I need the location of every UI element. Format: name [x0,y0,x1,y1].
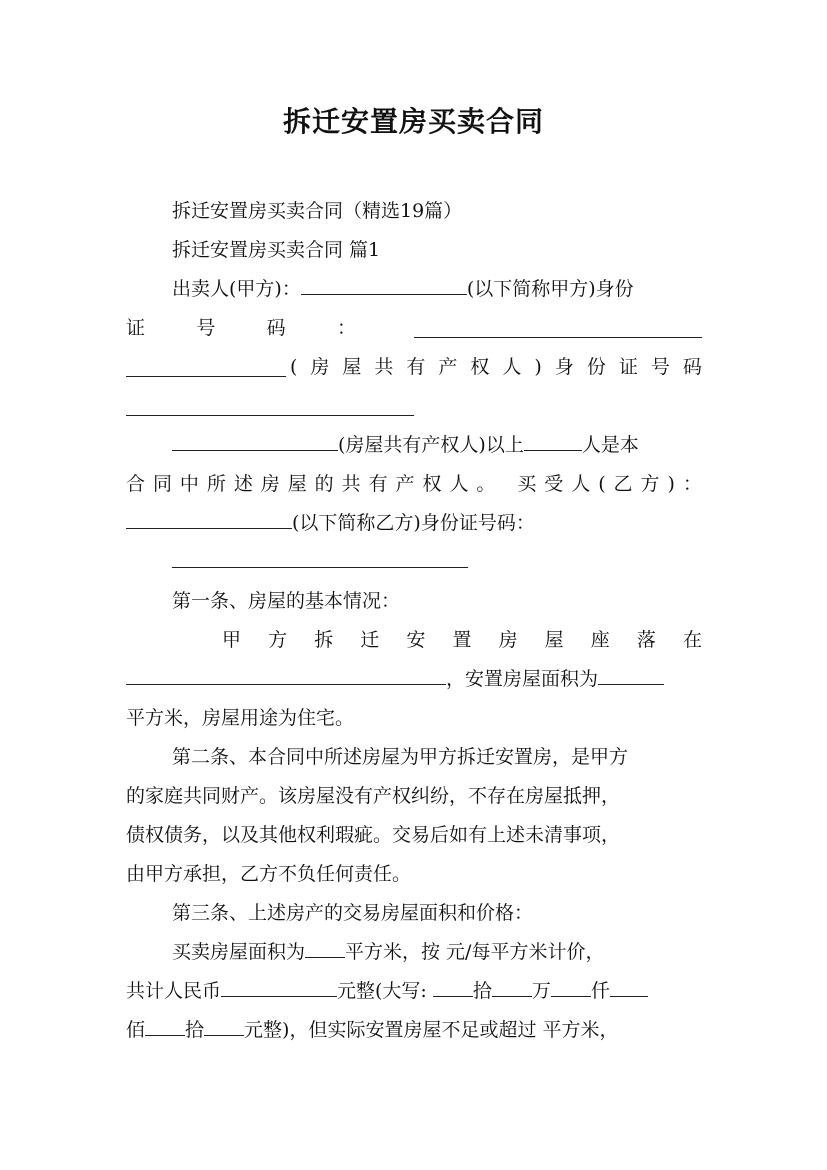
buyer-name-blank [126,510,292,529]
joint-owner-char: 所 [206,473,226,495]
location-blank [126,666,446,685]
seller-suffix: (以下简称甲方)身份 [466,278,634,300]
article1-location-text [222,627,702,653]
article1-location-char: 方 [268,629,288,651]
article1-location-char: 房 [498,629,518,651]
trade-area-label: 买卖房屋面积为 [172,941,306,963]
coowner-label-char: 共 [374,356,394,378]
article1-line2 [126,666,702,692]
document-subtitle: 拆迁安置房买卖合同（精选19篇） [172,200,463,222]
article3-line2 [126,978,702,1004]
coowner-label-char: ( [290,356,298,378]
id-label-char: 证 [126,317,146,339]
unit-wan: 万 [531,980,551,1002]
unit-shi-2: 拾 [185,1019,205,1041]
article3-line3 [126,1017,702,1043]
joint-owner-char: ( [598,473,606,495]
joint-owner-char: ： [682,473,702,495]
id-label-char: 码 [266,317,286,339]
buyer-id-blank [172,549,468,568]
joint-owner-char: 受 [544,473,564,495]
coowner2-text: (房屋共有产权人)以上 [338,434,524,456]
coowner-label-char: 份 [586,356,606,378]
coowner-count-blank [524,432,582,451]
total-amount-blank [221,978,337,997]
shi-wan-blank [433,978,473,997]
qian-blank [551,978,591,997]
article2-line3: 债权债务，以及其他权利瑕疵。交易后如有上述未清事项， [126,824,621,846]
trade-area-blank [305,939,345,958]
document-title: 拆迁安置房买卖合同 [282,105,544,138]
joint-owner-char: 的 [314,473,334,495]
article1-location-char: 拆 [314,629,334,651]
bai-blank [610,978,648,997]
article1-title: 第一条、房屋的基本情况： [172,590,401,612]
buyer-id-blank-line [172,549,702,575]
article1-location-char: 在 [682,629,702,651]
article1-location-char: 甲 [222,629,242,651]
coowner-label-char: 号 [650,356,670,378]
unit-shi: 拾 [472,980,492,1002]
seller-line [172,276,702,302]
joint-owner-char: 述 [233,473,253,495]
coowner-label-char: 人 [502,356,522,378]
unit-qian: 仟 [590,980,610,1002]
joint-owner-char: 有 [368,473,388,495]
coowner-label-char: ) [534,356,542,378]
coowner2-suffix: 人是本 [581,434,639,456]
article3-title: 第三条、上述房产的交易房屋面积和价格： [172,902,534,924]
article1-line3: 平方米，房屋用途为住宅。 [126,707,355,729]
joint-owner-char: 乙 [613,473,633,495]
joint-owner-char: 权 [422,473,442,495]
joint-owner-char: 房 [260,473,280,495]
area-variance-text: 元整)，但实际安置房屋不足或超过 平方米， [244,1019,619,1041]
coowner-label [290,354,702,380]
coowner-label-char: 产 [438,356,458,378]
article1-location-char: 落 [636,629,656,651]
joint-owner-char: 同 [152,473,172,495]
id-label-char: ： [336,317,356,339]
coowner2-line [172,432,702,458]
joint-owner-char: 屋 [287,473,307,495]
article2-line1: 第二条、本合同中所述房屋为甲方拆迁安置房，是甲方 [172,746,629,768]
yuan-blank [204,1017,244,1036]
coowner-label-char: 码 [682,356,702,378]
buyer-line [126,510,702,536]
coowner-label-char: 房 [310,356,330,378]
joint-owner-char: 合 [126,473,146,495]
article1-location-char: 座 [590,629,610,651]
joint-owner-char: 产 [395,473,415,495]
coowner-label-char: 屋 [342,356,362,378]
coowner-label-char: 证 [618,356,638,378]
wan-blank [492,978,532,997]
joint-owner-char: 共 [341,473,361,495]
buyer-suffix: (以下简称乙方)身份证号码： [292,512,535,534]
seller-name-blank [301,276,467,295]
total-label: 共计人民币 [126,980,222,1002]
shi-blank [145,1017,185,1036]
joint-owner-char: 方 [640,473,660,495]
coowner-id-blank [126,397,414,416]
area-label: ，安置房屋面积为 [446,668,599,690]
joint-owner-char: 中 [179,473,199,495]
joint-owner-char: 。 [476,473,496,495]
article1-location-char: 屋 [544,629,564,651]
coowner-label-char: 权 [470,356,490,378]
joint-owner-char: ) [667,473,675,495]
seller-label: 出卖人(甲方)： [172,278,301,300]
coowner-name-blank [126,358,286,377]
article1-location-char: 迁 [360,629,380,651]
unit-bai: 佰 [126,1019,146,1041]
joint-owner-char: 买 [517,473,537,495]
article2-line4: 由甲方承担，乙方不负任何责任。 [126,863,412,885]
joint-owner-char: 人 [449,473,469,495]
joint-owner-char [503,471,509,497]
article1-location-char: 置 [452,629,472,651]
article1-location-char: 安 [406,629,426,651]
capital-label: 元整(大写: [337,980,427,1002]
coowner-label-char: 有 [406,356,426,378]
coowner2-name-blank [172,432,338,451]
id-label-char: 号 [196,317,216,339]
seller-id-blank [414,319,702,338]
section-heading: 拆迁安置房买卖合同 篇1 [172,239,381,261]
trade-area-suffix: 平方米，按 元/每平方米计价， [345,941,605,963]
joint-owner-text [126,471,702,497]
article2-line2: 的家庭共同财产。该房屋没有产权纠纷，不存在房屋抵押， [126,785,621,807]
joint-owner-char: 人 [571,473,591,495]
coowner-label-char: 身 [554,356,574,378]
area-blank [598,666,664,685]
id-label [126,315,356,341]
article3-line1 [172,939,702,965]
